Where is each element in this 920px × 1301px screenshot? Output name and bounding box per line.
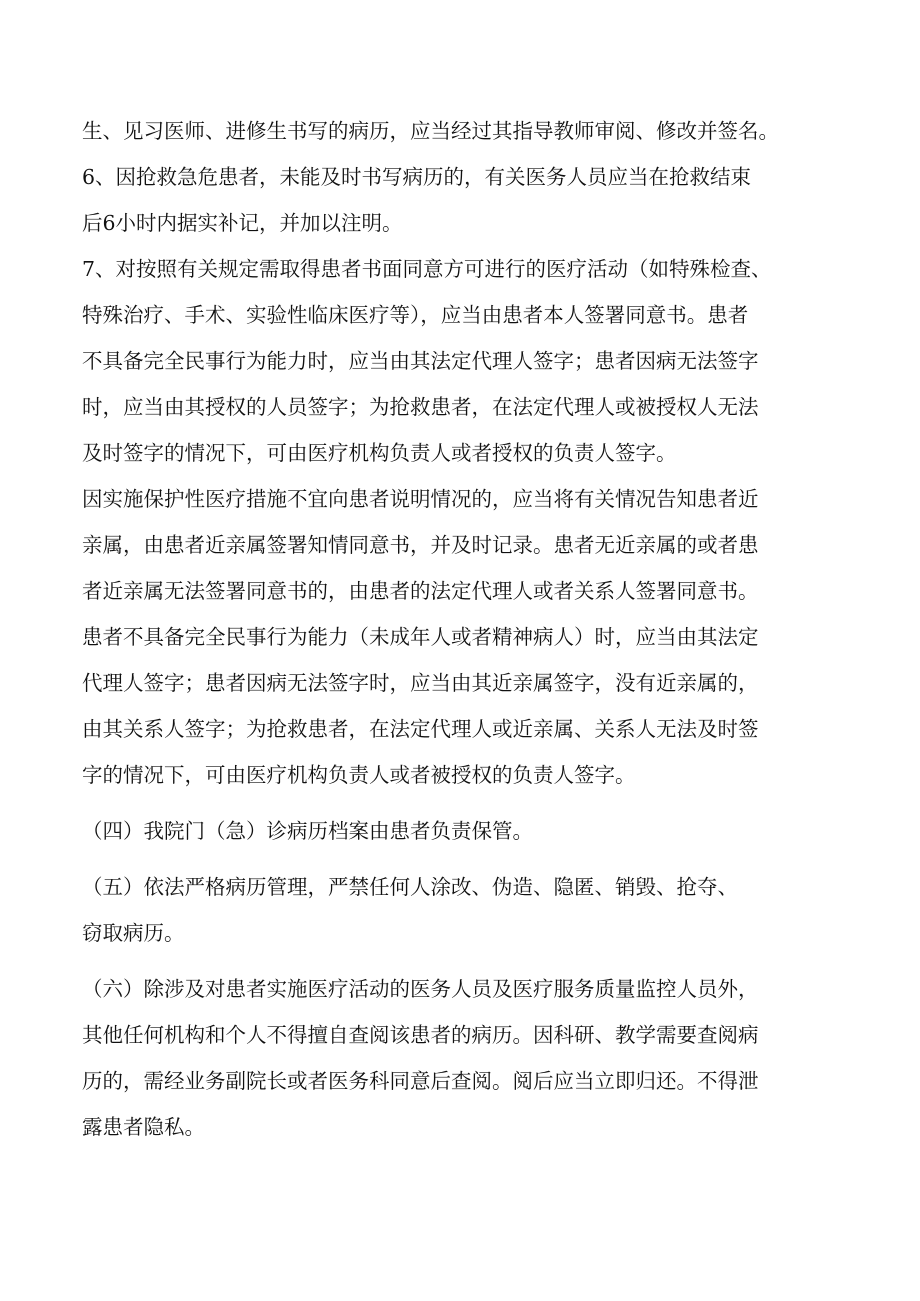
document-body xyxy=(82,108,852,1150)
paragraph-line: 时，应当由其授权的人员签字；为抢救患者，在法定代理人或被授权人无法 xyxy=(82,395,759,419)
paragraph-line: 7、对按照有关规定需取得患者书面同意方可进行的医疗活动（如特殊检查、 xyxy=(82,257,772,281)
paragraph-line: 6、因抢救急危患者，未能及时书写病历的，有关医务人员应当在抢救结束 xyxy=(82,165,752,189)
paragraph-line: 历的，需经业务副院长或者医务科同意后查阅。阅后应当立即归还。不得泄 xyxy=(82,1069,759,1093)
section-heading-line: （四）我院门（急）诊病历档案由患者负责保管。 xyxy=(82,819,533,843)
paragraph-line: 者近亲属无法签署同意书的，由患者的法定代理人或者关系人签署同意书。 xyxy=(82,579,759,603)
paragraph-line: 不具备完全民事行为能力时，应当由其法定代理人签字；患者因病无法签字 xyxy=(82,349,759,373)
paragraph-line: 由其关系人签字；为抢救患者，在法定代理人或近亲属、关系人无法及时签 xyxy=(82,717,759,741)
paragraph-line: 及时签字的情况下，可由医疗机构负责人或者授权的负责人签字。 xyxy=(82,441,677,465)
paragraph-line: 代理人签字；患者因病无法签字时，应当由其近亲属签字，没有近亲属的， xyxy=(82,671,759,695)
paragraph-line: 患者不具备完全民事行为能力（未成年人或者精神病人）时，应当由其法定 xyxy=(82,625,759,649)
paragraph-line: 字的情况下，可由医疗机构负责人或者被授权的负责人签字。 xyxy=(82,763,636,787)
paragraph-line: 其他任何机构和个人不得擅自查阅该患者的病历。因科研、教学需要查阅病 xyxy=(82,1023,759,1047)
paragraph-line: 亲属，由患者近亲属签署知情同意书，并及时记录。患者无近亲属的或者患 xyxy=(82,533,759,557)
paragraph-line: 生、见习医师、进修生书写的病历，应当经过其指导教师审阅、修改并签名。 xyxy=(82,119,779,143)
paragraph-line: 后6小时内据实补记，并加以注明。 xyxy=(82,211,403,235)
paragraph-line: 窃取病历。 xyxy=(82,921,185,945)
paragraph-line: 露患者隐私。 xyxy=(82,1115,205,1139)
paragraph-line: 特殊治疗、手术、实验性临床医疗等），应当由患者本人签署同意书。患者 xyxy=(82,303,749,327)
paragraph-line: 因实施保护性医疗措施不宜向患者说明情况的，应当将有关情况告知患者近 xyxy=(82,487,759,511)
paragraph-line: （六）除涉及对患者实施医疗活动的医务人员及医疗服务质量监控人员外， xyxy=(82,977,759,1001)
paragraph-line: （五）依法严格病历管理，严禁任何人涂改、伪造、隐匿、销毁、抢夺、 xyxy=(82,875,738,899)
